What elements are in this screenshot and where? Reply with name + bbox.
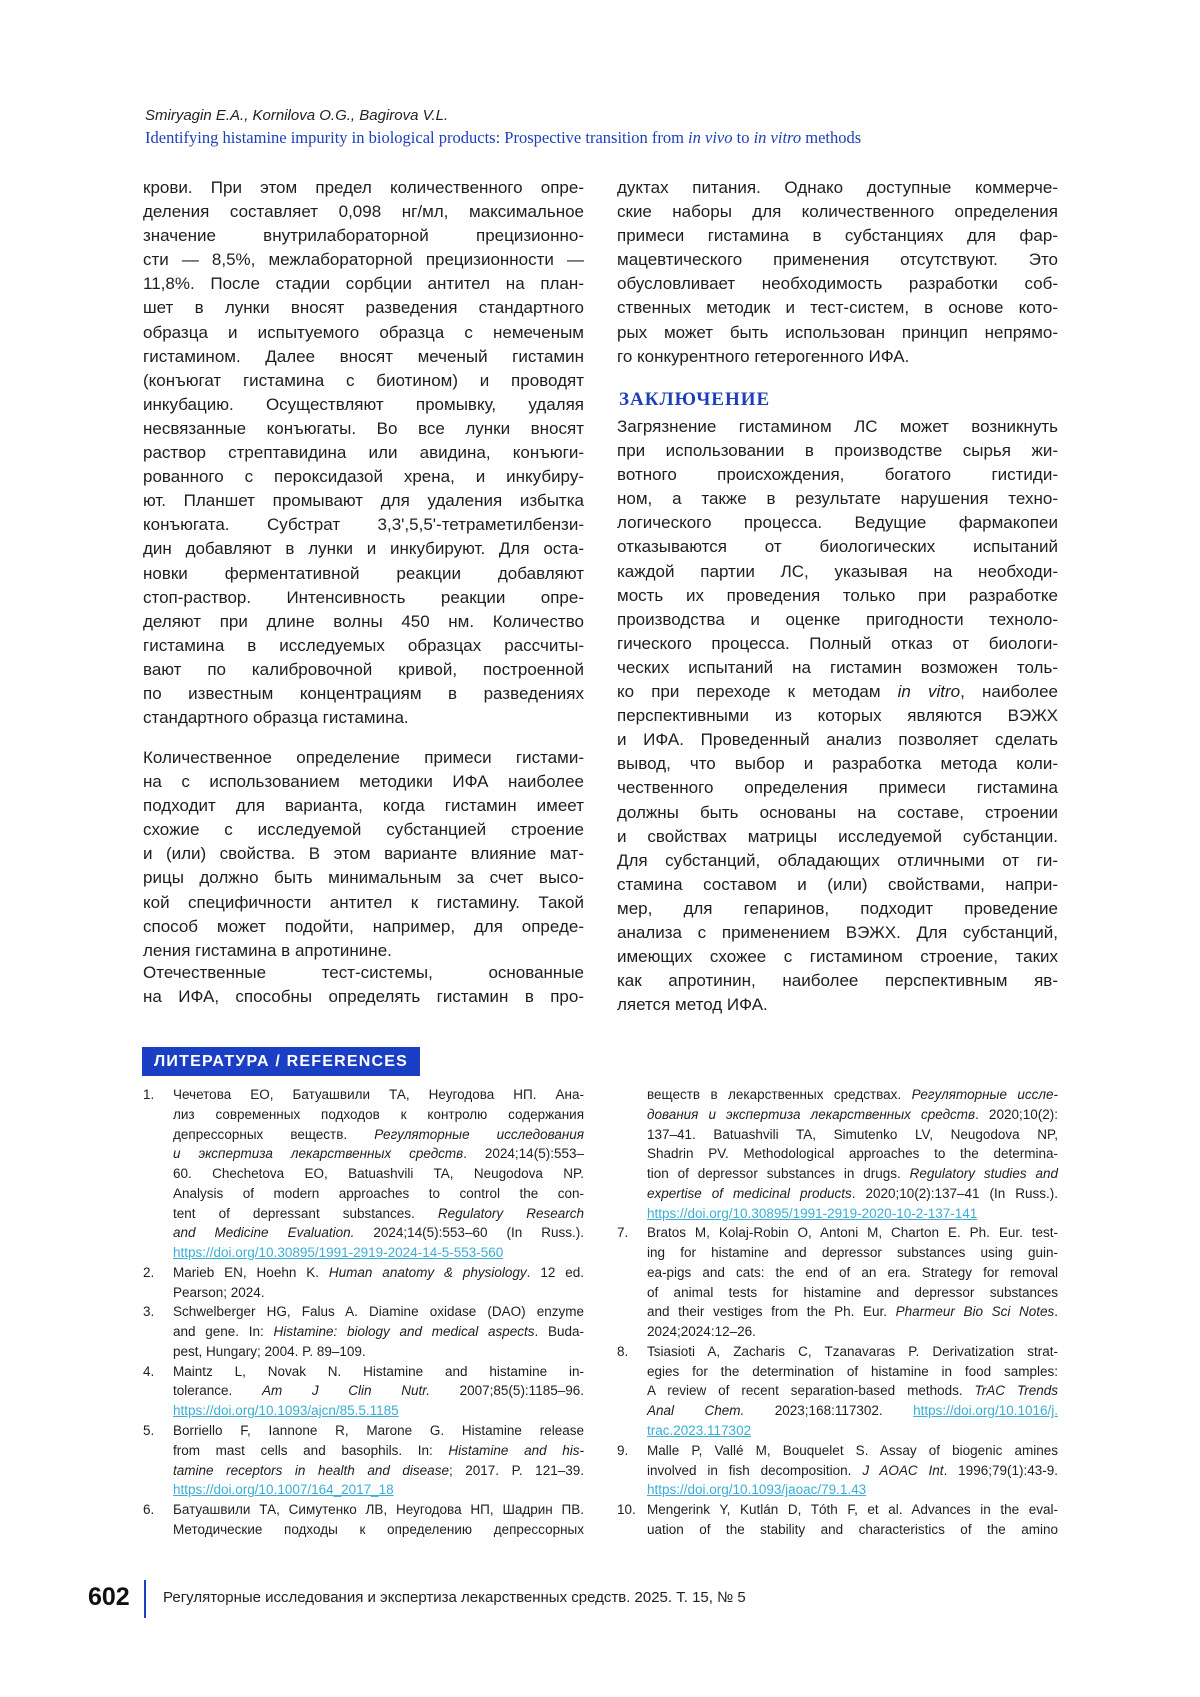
text-run: A review of recent separation-based methods. bbox=[647, 1383, 975, 1398]
text-line bbox=[173, 1401, 584, 1421]
text-line: 60. Chechetova EO, Batuashvili TA, Neugodova NP. bbox=[173, 1164, 584, 1184]
doi-link[interactable]: https://doi.org/10.30895/1991-2919-2024-14-5-553-560 bbox=[173, 1245, 503, 1260]
text-line: инкубацию. Осуществляют промывку, удаляя bbox=[143, 393, 584, 417]
text-run: . Buda- bbox=[535, 1324, 585, 1339]
text-run: and gene. In: bbox=[173, 1324, 273, 1339]
reference-item bbox=[143, 1263, 584, 1303]
text-run: ; 2017. P. 121–39. bbox=[449, 1463, 584, 1478]
text-run: from mast cells and basophils. In: bbox=[173, 1443, 448, 1458]
text-line: при использовании в производстве сырья жи- bbox=[617, 439, 1058, 463]
text-line: мость их проведения только при разработке bbox=[617, 584, 1058, 608]
italic-text: TrAC Trends bbox=[975, 1383, 1058, 1398]
reference-number: 3. bbox=[143, 1302, 173, 1361]
reference-text bbox=[173, 1362, 584, 1421]
text-line: стандартного образца гистамина. bbox=[143, 706, 584, 730]
reference-number: 6. bbox=[143, 1500, 173, 1540]
doi-link[interactable]: https://doi.org/10.1016/j. bbox=[913, 1403, 1058, 1418]
text-line: Tsiasioti A, Zacharis C, Tzanavaras P. Derivatization strat- bbox=[647, 1342, 1058, 1362]
text-line: шет в лунки вносят разведения стандартного bbox=[143, 296, 584, 320]
doi-link[interactable]: https://doi.org/10.1093/jaoac/79.1.43 bbox=[647, 1482, 866, 1497]
paragraph bbox=[617, 176, 1058, 369]
text-line: Mengerink Y, Kutlán D, Tóth F, et al. Advances in the eval- bbox=[647, 1500, 1058, 1520]
italic-text: Regulatory studies and bbox=[910, 1166, 1058, 1181]
doi-link[interactable]: https://doi.org/10.1007/164_2017_18 bbox=[173, 1482, 394, 1497]
text-line: способ может подойти, например, для опреде- bbox=[143, 915, 584, 939]
text-line bbox=[173, 1263, 584, 1283]
text-line: подходит для варианта, когда гистамин имеет bbox=[143, 794, 584, 818]
text-line bbox=[173, 1480, 584, 1500]
text-line: гистамином. Далее вносят меченый гистамин bbox=[143, 345, 584, 369]
conclusion-paragraph bbox=[617, 415, 1058, 1017]
text-line: ственных методик и тест-систем, в основе кото- bbox=[617, 296, 1058, 320]
text-line: ческих испытаний на гистамин возможен толь- bbox=[617, 656, 1058, 680]
text-run: . 12 ed. bbox=[527, 1265, 584, 1280]
text-line: Загрязнение гистамином ЛС может возникнуть bbox=[617, 415, 1058, 439]
footer-divider bbox=[144, 1580, 146, 1618]
text-line: 137–41. Batuashvili TA, Simutenko LV, Neugodova NP, bbox=[647, 1125, 1058, 1145]
text-line: 11,8%. После стадии сорбции антител на план- bbox=[143, 272, 584, 296]
text-line: стоп-раствор. Интенсивность реакции опре- bbox=[143, 586, 584, 610]
text-line: на ИФА, способны определять гистамин в про- bbox=[143, 985, 584, 1009]
left-column-paragraph-3 bbox=[143, 961, 584, 1009]
italic-text: и экспертиза лекарственных средств bbox=[173, 1146, 463, 1161]
italic-text: Human anatomy & physiology bbox=[329, 1265, 527, 1280]
text-line: мацевтического применения отсутствуют. Это bbox=[617, 248, 1058, 272]
reference-item bbox=[617, 1342, 1058, 1441]
text-line: стамина составом и (или) свойствами, напри- bbox=[617, 873, 1058, 897]
reference-number: 7. bbox=[617, 1223, 647, 1342]
italic-text: Регуляторные исследования bbox=[374, 1127, 584, 1142]
text-run: , наиболее bbox=[960, 682, 1058, 701]
text-line: и свойствах матрицы исследуемой субстанции. bbox=[617, 825, 1058, 849]
text-line: ing for histamine and depressor substances using guin- bbox=[647, 1243, 1058, 1263]
doi-link[interactable]: https://doi.org/10.30895/1991-2919-2020-10-2-137-141 bbox=[647, 1206, 977, 1221]
paragraph bbox=[617, 415, 1058, 1017]
text-line: Отечественные тест-системы, основанные bbox=[143, 961, 584, 985]
italic-text: Histamine and his- bbox=[448, 1443, 584, 1458]
text-line bbox=[173, 1204, 584, 1224]
text-run: tion of depressor substances in drugs. bbox=[647, 1166, 910, 1181]
text-line: гистамина в исследуемых образцах рассчиты- bbox=[143, 634, 584, 658]
text-line: Schwelberger HG, Falus A. Diamine oxidase (DAO) enzyme bbox=[173, 1302, 584, 1322]
text-run: . 2020;10(2):137–41 (In Russ.). bbox=[852, 1186, 1058, 1201]
text-line: логического процесса. Ведущие фармакопеи bbox=[617, 511, 1058, 535]
text-line: Батуашвили ТА, Симутенко ЛВ, Неугодова НП, Шадрин ПВ. bbox=[173, 1500, 584, 1520]
italic-text: and Medicine Evaluation. bbox=[173, 1225, 354, 1240]
italic-text: Histamine: biology and medical aspects bbox=[273, 1324, 534, 1339]
journal-citation: Регуляторные исследования и экспертиза лекарственных средств. 2025. Т. 15, № 5 bbox=[163, 1589, 746, 1606]
text-line: и ИФА. Проведенный анализ позволяет сделать bbox=[617, 728, 1058, 752]
text-run: ко при переходе к методам bbox=[617, 682, 898, 701]
text-line: вотного происхождения, богатого гистиди- bbox=[617, 463, 1058, 487]
text-line: дуктах питания. Однако доступные коммерче- bbox=[617, 176, 1058, 200]
text-line: uation of the stability and characteristics of the amino bbox=[647, 1520, 1058, 1540]
text-line: Чечетова ЕО, Батуашвили ТА, Неугодова НП. Ана- bbox=[173, 1085, 584, 1105]
text-line: рицы должно быть минимальным за счет высо- bbox=[143, 866, 584, 890]
references-heading: ЛИТЕРАТУРА / REFERENCES bbox=[142, 1047, 420, 1076]
italic-text: expertise of medicinal products bbox=[647, 1186, 852, 1201]
text-line: на с использованием методики ИФА наиболее bbox=[143, 770, 584, 794]
reference-text bbox=[173, 1085, 584, 1263]
text-line bbox=[647, 1421, 1058, 1441]
paragraph bbox=[143, 961, 584, 1009]
text-line: го конкурентного гетерогенного ИФА. bbox=[617, 345, 1058, 369]
text-line: конъюгата. Субстрат 3,3',5,5'-тетраметилбензи- bbox=[143, 513, 584, 537]
text-line: ea-pigs and cats: the end of an era. Strategy for removal bbox=[647, 1263, 1058, 1283]
text-line: должны быть основаны на составе, строении bbox=[617, 801, 1058, 825]
text-line bbox=[647, 1302, 1058, 1322]
text-run: веществ в лекарственных средствах. bbox=[647, 1087, 912, 1102]
text-run: tent of depressant substances. bbox=[173, 1206, 438, 1221]
text-line: значение внутрилабораторной прецизионно- bbox=[143, 224, 584, 248]
reference-number: 10. bbox=[617, 1500, 647, 1540]
reference-text bbox=[173, 1263, 584, 1303]
text-line: Pearson; 2024. bbox=[173, 1283, 584, 1303]
text-line: Malle P, Vallé M, Bouquelet S. Assay of biogenic amines bbox=[647, 1441, 1058, 1461]
text-line bbox=[173, 1223, 584, 1243]
reference-item bbox=[617, 1500, 1058, 1540]
reference-number bbox=[617, 1085, 647, 1223]
reference-item bbox=[143, 1085, 584, 1263]
reference-item bbox=[143, 1362, 584, 1421]
italic-text: in vitro bbox=[754, 128, 802, 147]
left-column-paragraph-2 bbox=[143, 746, 584, 963]
reference-text bbox=[173, 1421, 584, 1500]
reference-number: 1. bbox=[143, 1085, 173, 1263]
reference-item bbox=[143, 1302, 584, 1361]
reference-text bbox=[647, 1085, 1058, 1223]
text-run: Marieb EN, Hoehn K. bbox=[173, 1265, 329, 1280]
text-line: Bratos M, Kolaj-Robin O, Antoni M, Charton E. Ph. Eur. test- bbox=[647, 1223, 1058, 1243]
text-line: рованного с пероксидазой хрена, и инкубиру- bbox=[143, 465, 584, 489]
text-line: чественного определения примеси гистамина bbox=[617, 776, 1058, 800]
reference-item bbox=[143, 1500, 584, 1540]
references-right-column bbox=[617, 1085, 1058, 1540]
doi-link[interactable]: trac.2023.117302 bbox=[647, 1423, 751, 1438]
text-run: . 1996;79(1):43-9. bbox=[944, 1463, 1058, 1478]
text-line bbox=[647, 1480, 1058, 1500]
references-left-column bbox=[143, 1085, 584, 1540]
text-line: Borriello F, Iannone R, Marone G. Histamine release bbox=[173, 1421, 584, 1441]
reference-item bbox=[617, 1223, 1058, 1342]
text-line: анализа с применением ВЭЖХ. Для субстанций, bbox=[617, 921, 1058, 945]
doi-link[interactable]: https://doi.org/10.1093/ajcn/85.5.1185 bbox=[173, 1403, 399, 1418]
text-line bbox=[647, 1164, 1058, 1184]
text-line: вают по калибровочной кривой, построенной bbox=[143, 658, 584, 682]
text-line: pest, Hungary; 2004. P. 89–109. bbox=[173, 1342, 584, 1362]
reference-item bbox=[143, 1421, 584, 1500]
reference-number: 8. bbox=[617, 1342, 647, 1441]
text-line: деления составляет 0,098 нг/мл, максимальное bbox=[143, 200, 584, 224]
right-column bbox=[617, 176, 1058, 369]
text-line: перспективными из которых являются ВЭЖХ bbox=[617, 704, 1058, 728]
text-run: 2023;168:117302. bbox=[744, 1403, 913, 1418]
text-line bbox=[647, 1184, 1058, 1204]
text-line bbox=[173, 1125, 584, 1145]
text-run: 2007;85(5):1185–96. bbox=[430, 1383, 584, 1398]
text-line: раствор стрептавидина или авидина, конъюги- bbox=[143, 441, 584, 465]
text-line bbox=[647, 1085, 1058, 1105]
running-header-authors: Smiryagin E.A., Kornilova O.G., Bagirova V.L. bbox=[145, 107, 448, 124]
italic-text: tamine receptors in health and disease bbox=[173, 1463, 449, 1478]
text-line: кой специфичности антител к гистамину. Такой bbox=[143, 891, 584, 915]
page-number: 602 bbox=[88, 1583, 130, 1612]
reference-text bbox=[647, 1223, 1058, 1342]
reference-number: 5. bbox=[143, 1421, 173, 1500]
text-line bbox=[173, 1441, 584, 1461]
italic-text: Регуляторные иссле- bbox=[912, 1087, 1058, 1102]
text-line bbox=[647, 1105, 1058, 1125]
text-run: . bbox=[1054, 1304, 1058, 1319]
italic-text: дования и экспертиза лекарственных средств bbox=[647, 1107, 975, 1122]
italic-text: in vitro bbox=[898, 682, 961, 701]
text-line bbox=[173, 1322, 584, 1342]
reference-number: 4. bbox=[143, 1362, 173, 1421]
text-line: ют. Планшет промывают для удаления избытка bbox=[143, 489, 584, 513]
text-line: Analysis of modern approaches to control the con- bbox=[173, 1184, 584, 1204]
text-line: Методические подходы к определению депрессорных bbox=[173, 1520, 584, 1540]
text-line bbox=[647, 1204, 1058, 1224]
text-line bbox=[647, 1401, 1058, 1421]
text-line: как апротинин, наиболее перспективным яв- bbox=[617, 969, 1058, 993]
italic-text: Regulatory Research bbox=[438, 1206, 584, 1221]
text-line bbox=[173, 1243, 584, 1263]
text-line bbox=[173, 1461, 584, 1481]
text-line bbox=[173, 1144, 584, 1164]
text-line: гического процесса. Полный отказ от биологи- bbox=[617, 632, 1058, 656]
reference-text bbox=[173, 1302, 584, 1361]
text-line: деляют при длине волны 450 нм. Количество bbox=[143, 610, 584, 634]
text-line: ляется метод ИФА. bbox=[617, 993, 1058, 1017]
reference-text bbox=[647, 1500, 1058, 1540]
italic-text: Anal Chem. bbox=[647, 1403, 744, 1418]
text-line bbox=[173, 1381, 584, 1401]
text-line: дин добавляют в лунки и инкубируют. Для оста- bbox=[143, 537, 584, 561]
text-line: Количественное определение примеси гистами- bbox=[143, 746, 584, 770]
text-line: Для субстанций, обладающих отличными от ги- bbox=[617, 849, 1058, 873]
text-line: образца и испытуемого образца с немеченым bbox=[143, 321, 584, 345]
reference-item bbox=[617, 1085, 1058, 1223]
text-run: депрессорных веществ. bbox=[173, 1127, 374, 1142]
text-line: и (или) свойства. В этом варианте влияние мат- bbox=[143, 842, 584, 866]
text-line: Shadrin PV. Methodological approaches to the determina- bbox=[647, 1144, 1058, 1164]
italic-text: Pharmeur Bio Sci Notes bbox=[896, 1304, 1055, 1319]
text-line: по известным концентрациям в разведениях bbox=[143, 682, 584, 706]
text-line: рых может быть использован принцип непрямо- bbox=[617, 321, 1058, 345]
text-line: несвязанные конъюгаты. Во все лунки вносят bbox=[143, 417, 584, 441]
text-line: примеси гистамина в субстанциях для фар- bbox=[617, 224, 1058, 248]
text-line bbox=[647, 1381, 1058, 1401]
text-line: 2024;2024:12–26. bbox=[647, 1322, 1058, 1342]
section-heading-conclusion: ЗАКЛЮЧЕНИЕ bbox=[619, 389, 770, 411]
paragraph bbox=[143, 176, 584, 730]
text-line: каждой партии ЛС, указывая на необходи- bbox=[617, 560, 1058, 584]
italic-text: Am J Clin Nutr. bbox=[262, 1383, 430, 1398]
text-line bbox=[617, 680, 1058, 704]
text-line: отказываются от биологических испытаний bbox=[617, 535, 1058, 559]
text-run: to bbox=[733, 128, 754, 147]
text-line: egies for the determination of histamine in food samples: bbox=[647, 1362, 1058, 1382]
text-run: . 2020;10(2): bbox=[975, 1107, 1058, 1122]
text-line: ские наборы для количественного определения bbox=[617, 200, 1058, 224]
paragraph bbox=[143, 746, 584, 963]
text-line bbox=[647, 1461, 1058, 1481]
text-line: of animal tests for histamine and depressor substances bbox=[647, 1283, 1058, 1303]
reference-number: 2. bbox=[143, 1263, 173, 1303]
left-column bbox=[143, 176, 584, 730]
text-line: ления гистамина в апротинине. bbox=[143, 939, 584, 963]
text-line: Maintz L, Novak N. Histamine and histamine in- bbox=[173, 1362, 584, 1382]
text-line: обусловливает необходимость разработки соб- bbox=[617, 272, 1058, 296]
text-run: Identifying histamine impurity in biological products: Prospective transition from bbox=[145, 128, 688, 147]
text-run: 2024;14(5):553–60 (In Russ.). bbox=[354, 1225, 584, 1240]
reference-text bbox=[173, 1500, 584, 1540]
text-line: схожие с исследуемой субстанцией строение bbox=[143, 818, 584, 842]
text-run: and their vestiges from the Ph. Eur. bbox=[647, 1304, 896, 1319]
text-line: ном, а также в результате нарушения техно- bbox=[617, 487, 1058, 511]
text-run: involved in fish decomposition. bbox=[647, 1463, 862, 1478]
reference-item bbox=[617, 1441, 1058, 1500]
italic-text: J AOAC Int bbox=[862, 1463, 943, 1478]
reference-text bbox=[647, 1342, 1058, 1441]
text-line: имеющих схожее с гистамином строение, таких bbox=[617, 945, 1058, 969]
running-header-title bbox=[145, 128, 861, 148]
text-line: лиз современных подходов к контролю содержания bbox=[173, 1105, 584, 1125]
text-line: мер, для гепаринов, подходит проведение bbox=[617, 897, 1058, 921]
text-line: (конъюгат гистамина с биотином) и проводят bbox=[143, 369, 584, 393]
text-line: производства и оценке пригодности техноло- bbox=[617, 608, 1058, 632]
reference-number: 9. bbox=[617, 1441, 647, 1500]
text-line: новки ферментативной реакции добавляют bbox=[143, 562, 584, 586]
text-line: крови. При этом предел количественного опре- bbox=[143, 176, 584, 200]
text-line: вывод, что выбор и разработка метода коли- bbox=[617, 752, 1058, 776]
reference-text bbox=[647, 1441, 1058, 1500]
italic-text: in vivo bbox=[688, 128, 732, 147]
text-run: tolerance. bbox=[173, 1383, 262, 1398]
text-run: methods bbox=[801, 128, 861, 147]
text-line: сти — 8,5%, межлабораторной прецизионности — bbox=[143, 248, 584, 272]
text-run: . 2024;14(5):553– bbox=[463, 1146, 584, 1161]
